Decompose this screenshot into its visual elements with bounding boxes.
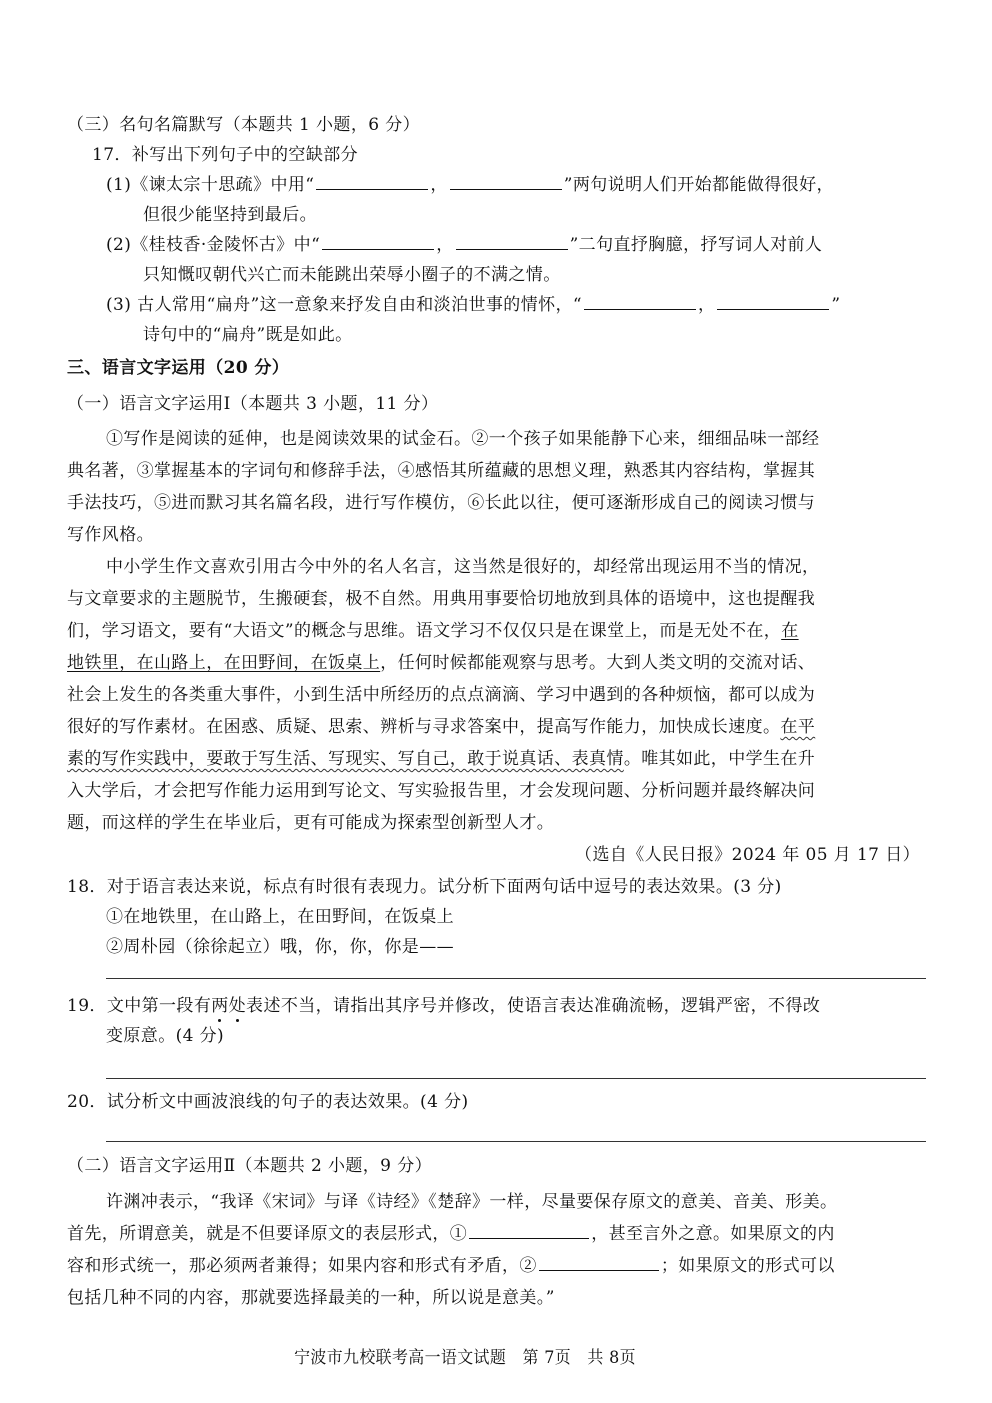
passage-para1-line1: ①写作是阅读的延伸，也是阅读效果的试金石。②一个孩子如果能静下心来，细细品味一部经: [106, 429, 820, 449]
q19-title: 19．文中第一段有两处表述不当，请指出其序号并修改，使语言表达准确流畅，逻辑严密，不得改: [67, 996, 821, 1016]
q18-answer-line[interactable]: [106, 978, 926, 979]
passage-para2-line5: 社会上发生的各类重大事件，小到生活中所经历的点点滴滴、学习中遇到的各种烦恼，都可以成为: [67, 685, 816, 705]
q17-item-2-cont: 只知慨叹朝代兴亡而未能跳出荣辱小圈子的不满之情。: [143, 265, 561, 285]
page-footer: 宁波市九校联考高一语文试题 第 7页 共 8页: [294, 1348, 636, 1368]
passage-para2-line2: 与文章要求的主题脱节，生搬硬套，极不自然。用典用事要恰切地放到具体的语境中，这也提醒我: [67, 589, 816, 609]
passage2-line2: 首先，所谓意美，就是不但要译原文的表层形式，① ，甚至言外之意。如果原文的内: [67, 1224, 835, 1244]
q19-title-cont: 变原意。(4 分): [106, 1026, 225, 1046]
passage-para1-line3: 手法技巧，⑤进而默习其名篇名段，进行写作模仿，⑥长此以往，便可逐渐形成自己的阅读习惯与: [67, 493, 816, 513]
part-3-heading: 三、语言文字运用（20 分）: [67, 358, 290, 378]
underlined-sentence: 地铁里，在山路上，在田野间，在饭桌上: [67, 653, 381, 673]
wavy-underlined-sentence: 素的写作实践中，要敢于写生活、写现实、写自己，敢于说真话、表真情: [67, 749, 624, 769]
q17-item-1-cont: 但很少能坚持到最后。: [143, 205, 317, 225]
answer-blank[interactable]: [316, 173, 428, 190]
answer-blank[interactable]: [717, 293, 829, 310]
emphasis-dot-char: 处: [228, 996, 247, 1016]
wavy-underlined-sentence: 在平: [780, 717, 816, 737]
passage-para2-line7: 素的写作实践中，要敢于写生活、写现实、写自己，敢于说真话、表真情。唯其如此，中学生在升: [67, 749, 816, 769]
answer-blank[interactable]: [450, 173, 562, 190]
q17-item-3-cont: 诗句中的“扁舟”既是如此。: [143, 325, 353, 345]
q19-answer-line[interactable]: [106, 1078, 926, 1079]
passage-para1-line4: 写作风格。: [67, 525, 154, 545]
answer-blank-2[interactable]: [539, 1254, 659, 1271]
answer-blank[interactable]: [456, 233, 568, 250]
section-3-sub-heading: （三）名句名篇默写（本题共 1 小题，6 分）: [67, 115, 421, 135]
q18-sentence-1: ①在地铁里，在山路上，在田野间，在饭桌上: [106, 907, 454, 927]
q20-title: 20．试分析文中画波浪线的句子的表达效果。(4 分): [67, 1092, 469, 1112]
passage-para1-line2: 典名著，③掌握基本的字词句和修辞手法，④感悟其所蕴藏的思想义理，熟悉其内容结构，掌握其: [67, 461, 816, 481]
part-3-sub-2-heading: （二）语言文字运用Ⅱ（本题共 2 小题，9 分）: [67, 1156, 432, 1176]
passage-para2-line6: 很好的写作素材。在困惑、质疑、思索、辨析与寻求答案中，提高写作能力，加快成长速度。在平: [67, 717, 816, 737]
passage-para2-line3: 们，学习语文，要有“大语文”的概念与思维。语文学习不仅仅只是在课堂上，而是无处不在，在: [67, 621, 799, 641]
answer-blank[interactable]: [584, 293, 696, 310]
passage2-line1: 许渊冲表示，“我译《宋词》与译《诗经》《楚辞》一样，尽量要保存原文的意美、音美、形美。: [106, 1192, 838, 1212]
underlined-sentence: 在: [781, 621, 799, 641]
passage-para2-line9: 题，而这样的学生在毕业后，更有可能成为探索型创新型人才。: [67, 813, 555, 833]
passage2-line3: 容和形式统一，那必须两者兼得；如果内容和形式有矛盾，② ；如果原文的形式可以: [67, 1256, 835, 1276]
passage-para2-line1: 中小学生作文喜欢引用古今中外的名人名言，这当然是很好的，却经常出现运用不当的情况，: [106, 557, 820, 577]
q20-answer-line[interactable]: [106, 1141, 926, 1142]
passage-source: （选自《人民日报》2024 年 05 月 17 日）: [575, 845, 920, 865]
passage-para2-line4: 地铁里，在山路上，在田野间，在饭桌上，任何时候都能观察与思考。大到人类文明的交流对话、: [67, 653, 816, 673]
emphasis-dot-char: 两: [211, 996, 229, 1016]
q18-sentence-2: ②周朴园（徐徐起立）哦，你，你，你是——: [106, 937, 454, 957]
answer-blank[interactable]: [322, 233, 434, 250]
q17-item-2: (2)《桂枝香·金陵怀古》中“ ， ”二句直抒胸臆，抒写词人对前人: [106, 235, 823, 255]
q17-item-1: (1)《谏太宗十思疏》中用“ ， ”两句说明人们开始都能做得很好，: [106, 175, 834, 195]
passage2-line4: 包括几种不同的内容，那就要选择最美的一种，所以说是意美。”: [67, 1288, 555, 1308]
q17-title: 17．补写出下列句子中的空缺部分: [92, 145, 359, 165]
answer-blank-1[interactable]: [469, 1222, 589, 1239]
part-3-sub-1-heading: （一）语言文字运用Ⅰ（本题共 3 小题，11 分）: [67, 394, 439, 414]
q17-item-3: (3) 古人常用“扁舟”这一意象来抒发自由和淡泊世事的情怀，“ ， ”: [106, 295, 841, 315]
q18-title: 18．对于语言表达来说，标点有时很有表现力。试分析下面两句话中逗号的表达效果。(3 分): [67, 877, 782, 897]
passage-para2-line8: 入大学后，才会把写作能力运用到写论文、写实验报告里，才会发现问题、分析问题并最终解决问: [67, 781, 816, 801]
